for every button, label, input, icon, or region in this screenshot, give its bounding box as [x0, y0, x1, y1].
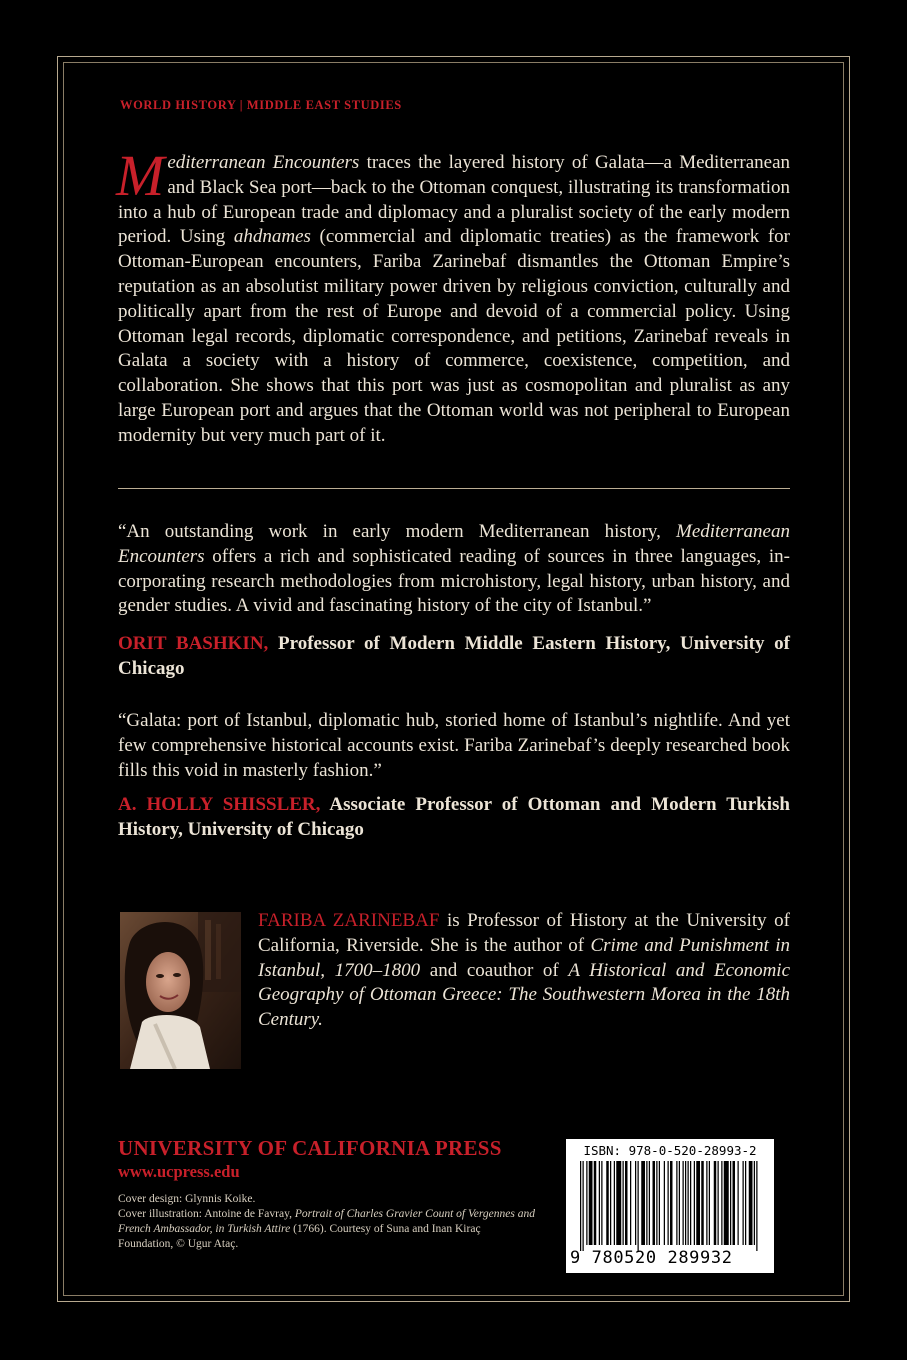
- blurb-1-name: ORIT BASHKIN,: [118, 633, 269, 654]
- category-label: WORLD HISTORY | MIDDLE EAST STUDIES: [120, 98, 402, 112]
- barcode-bar: [676, 1161, 677, 1245]
- barcode-bar: [638, 1161, 639, 1251]
- barcode-bar: [721, 1161, 722, 1245]
- barcode-bar: [696, 1161, 700, 1245]
- barcode-bar: [635, 1161, 636, 1245]
- ahdnames-term: ahdnames: [233, 226, 311, 248]
- barcode-bars: [578, 1161, 762, 1251]
- barcode-bar: [580, 1161, 581, 1251]
- barcode-bar: [625, 1161, 628, 1245]
- description-part-1: traces the layered history of Galata—a Mediterranean and Black Sea port—back to the Ottoman conquest, illustrating its transformation into a hub of European trade and diplomacy and a pluralist society of the early modern period. Using: [118, 152, 791, 248]
- barcode-bar: [718, 1161, 719, 1245]
- blurb-2-attribution: [118, 793, 790, 843]
- barcode: [566, 1139, 774, 1273]
- barcode-bar: [730, 1161, 731, 1245]
- cover-illustration-credit: [118, 1207, 538, 1252]
- illustration-suffix: (1766). Courtesy of Suna and Inan Kiraç Foundation, © Ugur Ataç.: [118, 1223, 481, 1250]
- barcode-bar: [641, 1161, 645, 1245]
- barcode-bar: [749, 1161, 753, 1245]
- blurb-1-attribution: [118, 632, 790, 682]
- barcode-bar: [688, 1161, 689, 1245]
- blurb-2-affiliation: Associate Professor of Ottoman and Modern Turkish History, University of Chicago: [118, 794, 790, 840]
- author-name: FARIBA ZARINEBAF: [258, 910, 440, 931]
- barcode-bar: [649, 1161, 650, 1245]
- barcode-bar: [738, 1161, 739, 1245]
- barcode-bar: [743, 1161, 744, 1245]
- barcode-bar: [670, 1161, 673, 1245]
- illustration-prefix: Cover illustration: Antoine de Favray,: [118, 1208, 295, 1220]
- bio-text-2: and coauthor of: [420, 959, 569, 981]
- barcode-bar: [656, 1161, 657, 1245]
- bio-book-1: Crime and Punishment in Istanbul, 1700–1800: [258, 934, 790, 981]
- barcode-bar: [630, 1161, 631, 1245]
- drop-cap: M: [116, 143, 165, 208]
- cover-credits: [118, 1192, 538, 1252]
- author-bio: [258, 909, 790, 1033]
- barcode-bar: [690, 1161, 691, 1245]
- barcode-bar: [601, 1161, 602, 1245]
- barcode-bar: [646, 1161, 647, 1245]
- barcode-bar: [683, 1161, 684, 1245]
- barcode-bar: [756, 1161, 757, 1251]
- barcode-bar: [659, 1161, 660, 1245]
- barcode-bar: [709, 1161, 710, 1245]
- book-title-rest: editerranean Encounters: [167, 152, 360, 173]
- bio-book-2: A Historical and Economic Geography of Ottoman Greece: The Southwestern Morea in the 18th Century.: [258, 959, 791, 1031]
- section-divider: [118, 488, 790, 489]
- barcode-bar: [623, 1161, 624, 1245]
- barcode-bar: [706, 1161, 707, 1245]
- cover-design-credit: Cover design: Glynnis Koike.: [118, 1193, 256, 1205]
- book-description: [116, 143, 791, 449]
- barcode-bar: [610, 1161, 611, 1245]
- blurb-1-affiliation: Professor of Modern Middle Eastern History, University of Chicago: [118, 633, 791, 679]
- blurb-1-before: “An outstanding work in early modern Mediterranean history,: [118, 521, 677, 542]
- barcode-bar: [616, 1161, 621, 1245]
- barcode-bar: [714, 1161, 717, 1245]
- blurb-2-text: “Galata: port of Istanbul, diplomatic hub, storied home of Istanbul’s nightlife. And yet few comprehensive historical accounts exist. Fariba Zarinebaf’s deeply researched book fills this void in masterly fashion.”: [118, 710, 790, 781]
- blurb-2: [118, 709, 790, 783]
- barcode-bar: [664, 1161, 665, 1245]
- illustration-title: Portrait of Charles Gravier Count of Vergennes and French Ambassador, in Turkish Attire: [118, 1208, 535, 1235]
- barcode-bar: [694, 1161, 695, 1245]
- barcode-bar: [589, 1161, 593, 1245]
- barcode-bar: [668, 1161, 669, 1245]
- bio-text-1: is Professor of History at the University of California, Riverside. She is the author of: [258, 910, 790, 956]
- isbn-label: ISBN: 978-0-520-28993-2: [583, 1143, 757, 1158]
- barcode-digits: 9 780520 289932: [570, 1248, 733, 1268]
- barcode-bar: [701, 1161, 704, 1245]
- publisher-url[interactable]: www.ucpress.edu: [118, 1162, 240, 1181]
- barcode-bar: [724, 1161, 729, 1245]
- barcode-bar: [679, 1161, 680, 1245]
- barcode-bar: [599, 1161, 600, 1245]
- barcode-bar: [586, 1161, 587, 1245]
- barcode-bar: [754, 1161, 755, 1245]
- barcode-bar: [685, 1161, 686, 1245]
- barcode-bar: [583, 1161, 584, 1251]
- description-part-2: (commercial and diplomatic treaties) as the framework for Ottoman-European encounters, Fariba Zarinebaf dismantles the Ottoman Empire’s reputation as an absolutist military power driven by religious conviction, culturally and politically apart from the rest of Europe and devoid of a commercial policy. Using Ottoman legal records, diplomatic correspondence, and petitions, Zarinebaf reveals in Galata a society with a history of commerce, coexistence, competition, and collaboration. She shows that this port was just as cosmopolitan and pluralist as any large European port and argues that the Ottoman world was not peripheral to European modernity but very much part of it.: [118, 226, 791, 446]
- barcode-bar: [606, 1161, 609, 1245]
- barcode-bar: [614, 1161, 615, 1245]
- author-photo: [120, 912, 241, 1069]
- blurb-1: [118, 520, 790, 619]
- barcode-bar: [745, 1161, 746, 1245]
- blurb-2-name: A. HOLLY SHISSLER,: [118, 794, 321, 815]
- barcode-bar: [594, 1161, 597, 1245]
- blurb-1-after: offers a rich and sophisticated reading of sources in three languages, incorporating research methodologies from microhistory, legal history, urban history, and gender studies. A vivid and fascinating history of the city of Istanbul.”: [118, 545, 790, 617]
- blurb-1-title: Mediterranean Encounters: [118, 521, 790, 567]
- barcode-bar: [733, 1161, 736, 1245]
- publisher-name: UNIVERSITY OF CALIFORNIA PRESS: [118, 1136, 502, 1160]
- barcode-bar: [653, 1161, 656, 1245]
